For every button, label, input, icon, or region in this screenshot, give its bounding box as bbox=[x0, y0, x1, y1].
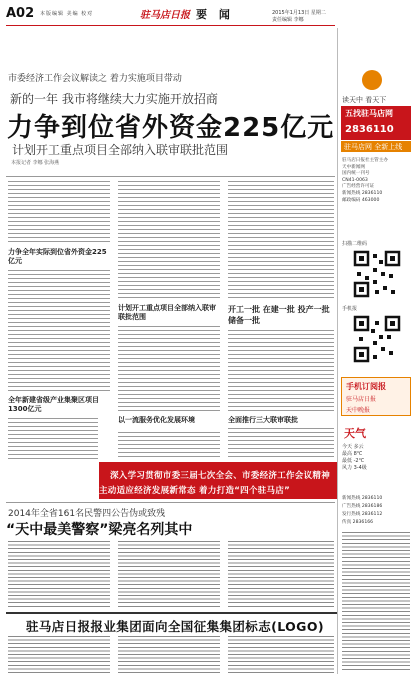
section-title: 要 闻 bbox=[196, 8, 234, 21]
qr-label: 手机报 bbox=[342, 306, 358, 312]
story-subtitle: 以一流服务优化发展环境 bbox=[118, 416, 195, 424]
subscribe-ad-line: 天中晚报 bbox=[346, 407, 371, 414]
info-line: 天中新闻网 bbox=[342, 164, 365, 170]
weather-line: 最低 -2℃ bbox=[342, 458, 365, 464]
weather-line: 今天 多云 bbox=[342, 444, 364, 450]
banner-line-1: 深入学习贯彻市委三届七次全会、市委经济工作会议精神 bbox=[110, 471, 331, 481]
body-text-block bbox=[228, 541, 334, 607]
story-subhead: 新的一年 我市将继续大力实施开放招商 bbox=[10, 92, 218, 106]
story-headline: 力争到位省外资金225亿元 bbox=[7, 113, 335, 143]
info-line: 驻马店日报社主管主办 bbox=[342, 158, 388, 163]
story-subtitle: 全面推行三大联审联批 bbox=[228, 416, 298, 424]
qr-code-icon bbox=[353, 250, 401, 298]
body-text-block bbox=[118, 636, 220, 674]
phone-line: 广告热线 2836186 bbox=[342, 504, 383, 509]
body-text-block bbox=[228, 181, 334, 299]
notice-divider bbox=[6, 612, 337, 614]
page-number: A02 bbox=[6, 6, 35, 21]
body-text-block bbox=[118, 432, 220, 458]
body-text-block bbox=[118, 181, 220, 299]
info-line: 国内统一刊号 bbox=[342, 171, 370, 177]
page-credits: 本版编辑 美编 校对 bbox=[40, 11, 94, 17]
second-story-headline: “天中最美警察”梁亮名列其中 bbox=[6, 522, 193, 538]
info-line: CN41-0063 bbox=[342, 177, 368, 183]
weather-line: 最高 8℃ bbox=[342, 451, 363, 457]
sidebar-ad-text: 五找驻马店网 bbox=[345, 109, 393, 118]
sidebar-phones bbox=[342, 495, 412, 527]
sidebar-text-block bbox=[342, 532, 410, 672]
phone-line: 发行热线 2836112 bbox=[342, 512, 383, 517]
second-story-kicker: 2014年全省161名民警四公告伪或致残 bbox=[8, 509, 166, 519]
banner-line-2: 主动适应经济发展新常态 着力打造“四个驻马店” bbox=[99, 486, 291, 496]
newspaper-logo: 驻马店日报 bbox=[140, 10, 190, 21]
info-line: 新闻热线 2836110 bbox=[342, 190, 383, 196]
story-kicker: 市委经济工作会议解读之 着力实施项目带动 bbox=[8, 74, 182, 84]
sidebar-ad2-text: 驻马店网 全新上线 bbox=[344, 143, 403, 151]
weather-box bbox=[342, 444, 412, 472]
story-subtitle: 计划开工重点项目全部纳入联审联批范围 bbox=[118, 304, 216, 321]
body-text-block bbox=[8, 636, 110, 674]
issue-date: 2015年1月13日 星期二 bbox=[272, 10, 326, 16]
sidebar-info bbox=[342, 158, 412, 204]
sidebar-ad-number: 2836110 bbox=[345, 124, 394, 135]
weather-title: 天气 bbox=[344, 427, 366, 440]
subscribe-ad-title: 手机订阅报 bbox=[346, 382, 386, 391]
story-subtitle: 力争全年实际到位省外资金225亿元 bbox=[8, 248, 107, 265]
story-deck: 计划开工重点项目全部纳入联审联批范围 bbox=[12, 143, 229, 157]
body-text-block bbox=[228, 330, 334, 412]
header-divider bbox=[6, 25, 335, 26]
body-text-block bbox=[8, 181, 110, 243]
body-text-block bbox=[228, 428, 334, 458]
qr-label: 扫描二维码 bbox=[342, 241, 368, 247]
story-divider bbox=[6, 176, 335, 177]
body-text-block bbox=[8, 541, 110, 607]
notice-title: 驻马店日报报业集团面向全国征集集团标志(LOGO) bbox=[26, 619, 324, 634]
body-text-block bbox=[228, 636, 334, 674]
info-line: 邮政编码 463000 bbox=[342, 197, 380, 203]
sidebar-divider bbox=[337, 28, 338, 674]
qr-code-icon bbox=[353, 315, 401, 363]
sidebar-logo-icon bbox=[362, 70, 382, 90]
story-subtitle: 开工一批 在建一批 投产一批 储备一批 bbox=[228, 305, 330, 325]
sidebar-slogan: 读天中 看天下 bbox=[342, 96, 387, 104]
body-text-block bbox=[8, 418, 98, 460]
responsible-editor: 责任编辑 李娜 bbox=[272, 17, 304, 23]
weather-line: 风力 3-4级 bbox=[342, 465, 367, 471]
phone-line: 新闻热线 2836110 bbox=[342, 496, 383, 501]
info-line: 广告经营许可证 bbox=[342, 184, 375, 190]
body-text-block bbox=[118, 326, 220, 412]
body-text-block bbox=[8, 270, 110, 392]
story-byline: 本报记者 李娜 张海燕 bbox=[11, 160, 60, 166]
story-subtitle: 全年新建省级产业集聚区项目1300亿元 bbox=[8, 396, 99, 413]
subscribe-ad-line: 驻马店日报 bbox=[346, 396, 377, 403]
section-divider bbox=[6, 502, 335, 503]
phone-line: 传真 2836166 bbox=[342, 520, 374, 525]
body-text-block bbox=[118, 541, 220, 607]
